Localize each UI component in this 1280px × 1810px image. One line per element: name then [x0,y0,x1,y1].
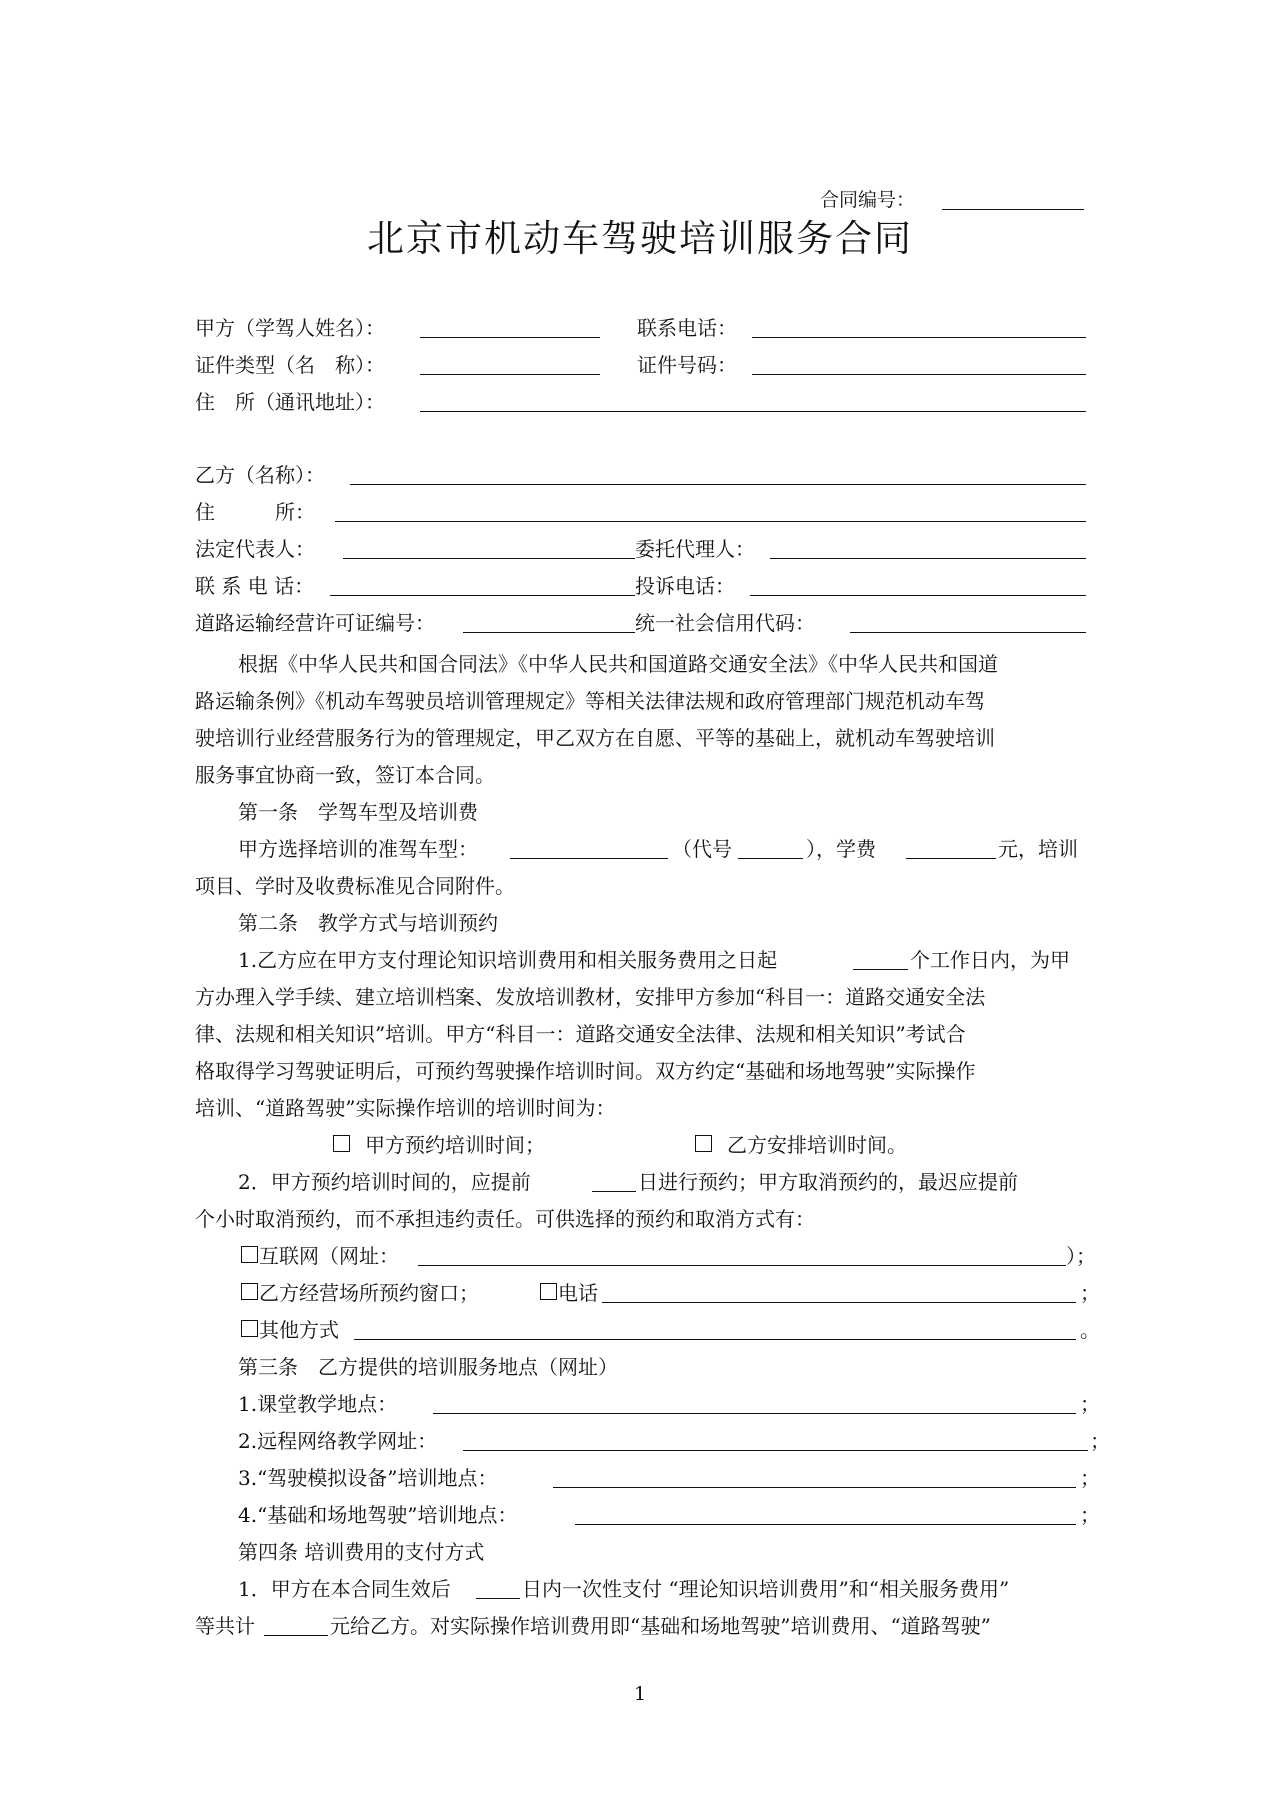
party-a-name-field[interactable] [420,337,600,338]
party-b-credit-code-field[interactable] [850,632,1086,633]
window-checkbox[interactable] [241,1283,258,1300]
option-party-a-label: 甲方预约培训时间； [365,1133,545,1157]
article-4-heading: 第四条 培训费用的支付方式 [238,1540,485,1564]
article-2-p1-end: 个工作日内，为甲 [910,948,1070,972]
contract-number-field[interactable] [942,209,1084,210]
party-b-phone-field[interactable] [330,595,635,596]
article-2-p1-line-2: 方办理入学手续、建立培训档案、发放培训教材，安排甲方参加“科目一：道路交通安全法 [195,985,986,1009]
party-a-name-label: 甲方（学驾人姓名）： [195,316,385,340]
remote-url-label: 2.远程网络教学网址： [238,1429,438,1453]
field-location-end: ； [1080,1503,1100,1527]
party-b-phone-label: 联 系 电 话： [195,574,315,598]
article-2-p1-line-3: 律、法规和相关知识”培训。甲方“科目一：道路交通安全法律、法规和相关知识”考试合 [195,1022,966,1046]
page-title: 北京市机动车驾驶培训服务合同 [367,217,913,260]
contract-number-label: 合同编号： [820,189,916,211]
internet-end: ）； [1066,1244,1096,1268]
article-2-p1-start: 1.乙方应在甲方支付理论知识培训费用和相关服务费用之日起 [238,948,778,972]
article-1-heading: 第一条 学驾车型及培训费 [238,800,478,824]
party-b-address-field[interactable] [335,521,1086,522]
classroom-location-field[interactable] [433,1413,1076,1414]
party-a-id-type-label: 证件类型（名 称）： [195,353,385,377]
workdays-field[interactable] [853,969,908,970]
party-b-permit-label: 道路运输经营许可证编号： [195,611,435,635]
option-party-b-checkbox[interactable] [695,1135,712,1152]
article-2-p2-end: 日进行预约；甲方取消预约的，最迟应提前 [638,1170,1018,1194]
vehicle-code-field[interactable] [738,858,803,859]
preamble-line-2: 路运输条例》《机动车驾驶员培训管理规定》等相关法律法规和政府管理部门规范机动车驾 [195,689,985,713]
advance-days-field[interactable] [592,1191,636,1192]
tuition-fee-field[interactable] [906,858,996,859]
party-a-phone-field[interactable] [752,337,1086,338]
article-1-line-2: 项目、学时及收费标准见合同附件。 [195,874,515,898]
field-location-label: 4.“基础和场地驾驶”培训地点： [238,1503,518,1527]
article-1-fee-unit: 元，培训 [998,837,1078,861]
field-location-field[interactable] [575,1524,1076,1525]
party-a-id-no-field[interactable] [752,374,1086,375]
article-4-p2-end: 元给乙方。对实际操作培训费用即“基础和场地驾驶”培训费用、“道路驾驶” [330,1614,991,1638]
party-a-address-label: 住 所（通讯地址）： [195,390,385,414]
remote-url-field[interactable] [463,1450,1088,1451]
article-1-vehicle-label: 甲方选择培训的准驾车型： [238,837,478,861]
phone-end: ； [1080,1281,1100,1305]
party-b-agent-field[interactable] [770,558,1086,559]
party-b-complaint-label: 投诉电话： [635,574,735,598]
party-b-permit-field[interactable] [463,632,635,633]
party-b-legal-rep-label: 法定代表人： [195,537,315,561]
article-1-code-label: （代号 [672,837,732,861]
party-a-id-no-label: 证件号码： [637,353,737,377]
party-b-address-label: 住 所： [195,500,315,524]
party-b-name-field[interactable] [350,484,1086,485]
party-a-id-type-field[interactable] [420,374,600,375]
window-label: 乙方经营场所预约窗口； [259,1281,479,1305]
classroom-location-label: 1.课堂教学地点： [238,1392,398,1416]
party-a-address-field[interactable] [420,411,1086,412]
article-2-heading: 第二条 教学方式与培训预约 [238,911,498,935]
preamble-line-4: 服务事宜协商一致，签订本合同。 [195,763,495,787]
total-amount-field[interactable] [264,1635,328,1636]
phone-checkbox[interactable] [540,1283,557,1300]
party-b-credit-code-label: 统一社会信用代码： [635,611,815,635]
other-method-end: 。 [1080,1318,1100,1342]
article-2-p1-line-4: 格取得学习驾驶证明后，可预约驾驶操作培训时间。双方约定“基础和场地驾驶”实际操作 [195,1059,976,1083]
other-method-label: 其他方式 [259,1318,339,1342]
phone-field[interactable] [602,1302,1076,1303]
article-2-p1-line-5: 培训、“道路驾驶”实际操作培训的培训时间为： [195,1096,616,1120]
article-1-fee-label: ），学费 [806,837,876,861]
vehicle-type-field[interactable] [510,858,668,859]
preamble-line-3: 驶培训行业经营服务行为的管理规定，甲乙双方在自愿、平等的基础上，就机动车驾驶培训 [195,726,995,750]
option-party-b-label: 乙方安排培训时间。 [727,1133,907,1157]
option-party-a-checkbox[interactable] [333,1135,350,1152]
simulator-location-field[interactable] [553,1487,1076,1488]
article-4-p2-start: 等共计 [195,1614,255,1638]
phone-label: 电话 [558,1281,598,1305]
other-method-checkbox[interactable] [241,1320,258,1337]
preamble-line-1: 根据《中华人民共和国合同法》《中华人民共和国道路交通安全法》《中华人民共和国道 [238,652,998,676]
other-method-field[interactable] [354,1339,1076,1340]
simulator-location-label: 3.“驾驶模拟设备”培训地点： [238,1466,498,1490]
page-number: 1 [633,1683,647,1705]
article-4-p1-end: 日内一次性支付 “理论知识培训费用”和“相关服务费用” [522,1577,1010,1601]
article-2-p2-line-2: 个小时取消预约，而不承担违约责任。可供选择的预约和取消方式有： [195,1207,815,1231]
party-a-phone-label: 联系电话： [637,316,737,340]
internet-checkbox[interactable] [241,1246,258,1263]
party-b-name-label: 乙方（名称）： [195,463,325,487]
classroom-location-end: ； [1080,1392,1100,1416]
article-2-p2-start: 2．甲方预约培训时间的，应提前 [238,1170,531,1194]
payment-days-field[interactable] [476,1598,520,1599]
internet-url-field[interactable] [418,1265,1066,1266]
party-b-legal-rep-field[interactable] [343,558,635,559]
party-b-agent-label: 委托代理人： [635,537,755,561]
simulator-location-end: ； [1080,1466,1100,1490]
article-4-p1-start: 1．甲方在本合同生效后 [238,1577,451,1601]
remote-url-end: ； [1090,1429,1110,1453]
article-3-heading: 第三条 乙方提供的培训服务地点（网址） [238,1355,618,1379]
party-b-complaint-field[interactable] [750,595,1086,596]
internet-label: 互联网（网址： [259,1244,399,1268]
